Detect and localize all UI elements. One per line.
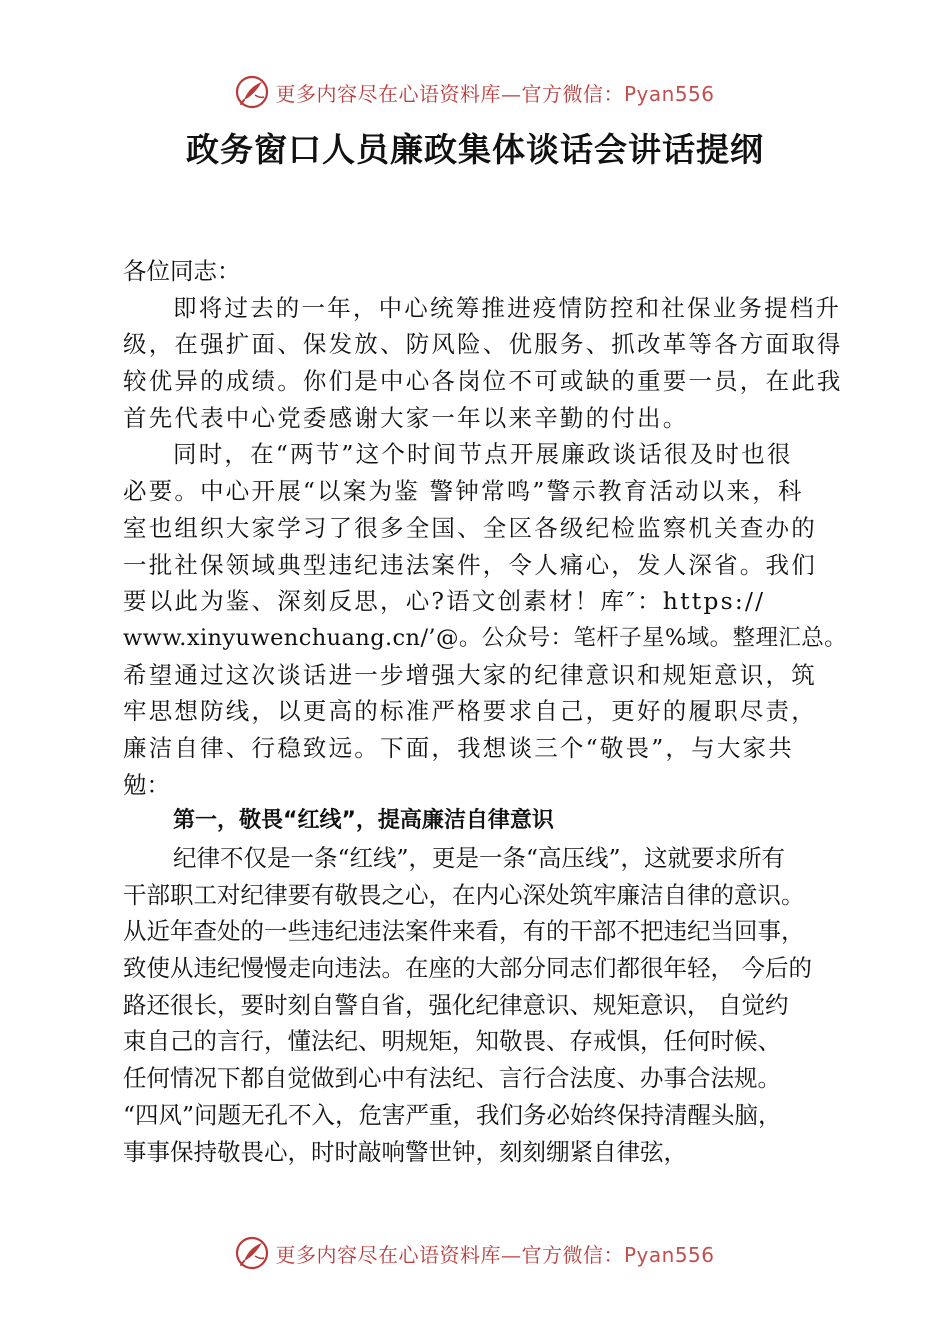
banner-text: 更多内容尽在心语资料库—官方微信：Pyan556 xyxy=(275,81,715,106)
banner-wechat-id: Pyan556 xyxy=(623,81,715,106)
banner-text: 更多内容尽在心语资料库—官方微信：Pyan556 xyxy=(275,1242,715,1267)
page-title: 政务窗口人员廉政集体谈话会讲话提纲 xyxy=(186,130,764,169)
paragraph-line: 牢思想防线，以更高的标准严格要求自己，更好的履职尽责， xyxy=(123,697,817,726)
paragraph-line: 从近年查处的一些违纪违法案件来看，有的干部不把违纪当回事， xyxy=(123,917,805,946)
paragraph-line: 较优异的成绩。你们是中心各岗位不可或缺的重要一员，在此我 xyxy=(123,367,843,396)
paragraph-line: 束自己的言行，懂法纪、明规矩，知敬畏、存戒惧，任何时候、 xyxy=(123,1027,781,1056)
paragraph-line: 一批社保领域典型违纪违法案件，令人痛心，发人深省。我们 xyxy=(123,550,817,579)
paragraph-line: 路还很长，要时刻自警自省，强化纪律意识、规矩意识， 自觉约 xyxy=(123,990,789,1019)
paragraph-line: 即将过去的一年，中心统筹推进疫情防控和社保业务提档升 xyxy=(173,293,842,322)
paragraph-line: 纪律不仅是一条“红线”，更是一条“高压线”，这就要求所有 xyxy=(173,844,786,872)
document-body xyxy=(123,253,848,1170)
paragraph-line: 任何情况下都自觉做到心中有法纪、言行合法度、办事合法规。 xyxy=(123,1064,781,1093)
paragraph-line: 首先代表中心党委感谢大家一年以来辛勤的付出。 xyxy=(123,403,689,432)
paragraph-line: 勉： xyxy=(123,770,170,799)
feather-pen-logo-icon xyxy=(235,1236,269,1270)
section-heading: 第一，敬畏“红线”，提高廉洁自律意识 xyxy=(173,808,554,834)
paragraph-line: 必要。中心开展“以案为鉴 警钟常鸣”警示教育活动以来，科 xyxy=(123,477,804,506)
paragraph-line: www.xinyuwenchuang.cn/’@。公众号：笔杆子星%域。整理汇总。 xyxy=(123,624,848,651)
paragraph-line: 级，在强扩面、保发放、防风险、优服务、抓改革等各方面取得 xyxy=(123,330,843,359)
banner-wechat-id: Pyan556 xyxy=(623,1242,715,1267)
paragraph-line: 室也组织大家学习了很多全国、全区各级纪检监察机关查办的 xyxy=(123,513,817,542)
footer-watermark-banner xyxy=(0,1233,950,1273)
paragraph-line: 要以此为鉴、深刻反思，心?语文创素材！库″：https:// xyxy=(123,587,766,616)
paragraph-line: 廉洁自律、行稳致远。下面，我想谈三个“敬畏”，与大家共 xyxy=(123,733,794,762)
paragraph-line: 致使从违纪慢慢走向违法。在座的大部分同志们都很年轻， 今后的 xyxy=(123,954,812,983)
paragraph-line: 事事保持敬畏心，时时敲响警世钟，刻刻绷紧自律弦， xyxy=(123,1137,687,1166)
paragraph-line: “四风”问题无孔不入，危害严重，我们务必始终保持清醒头脑， xyxy=(123,1100,782,1129)
paragraph-line: 干部职工对纪律要有敬畏之心，在内心深处筑牢廉洁自律的意识。 xyxy=(123,880,805,909)
salutation: 各位同志： xyxy=(123,257,241,285)
paragraph-line: 同时，在“两节”这个时间节点开展廉政谈话很及时也很 xyxy=(173,440,793,469)
paragraph-line: 希望通过这次谈话进一步增强大家的纪律意识和规矩意识，筑 xyxy=(123,660,817,689)
header-watermark-banner xyxy=(0,72,950,112)
feather-pen-logo-icon xyxy=(235,75,269,109)
